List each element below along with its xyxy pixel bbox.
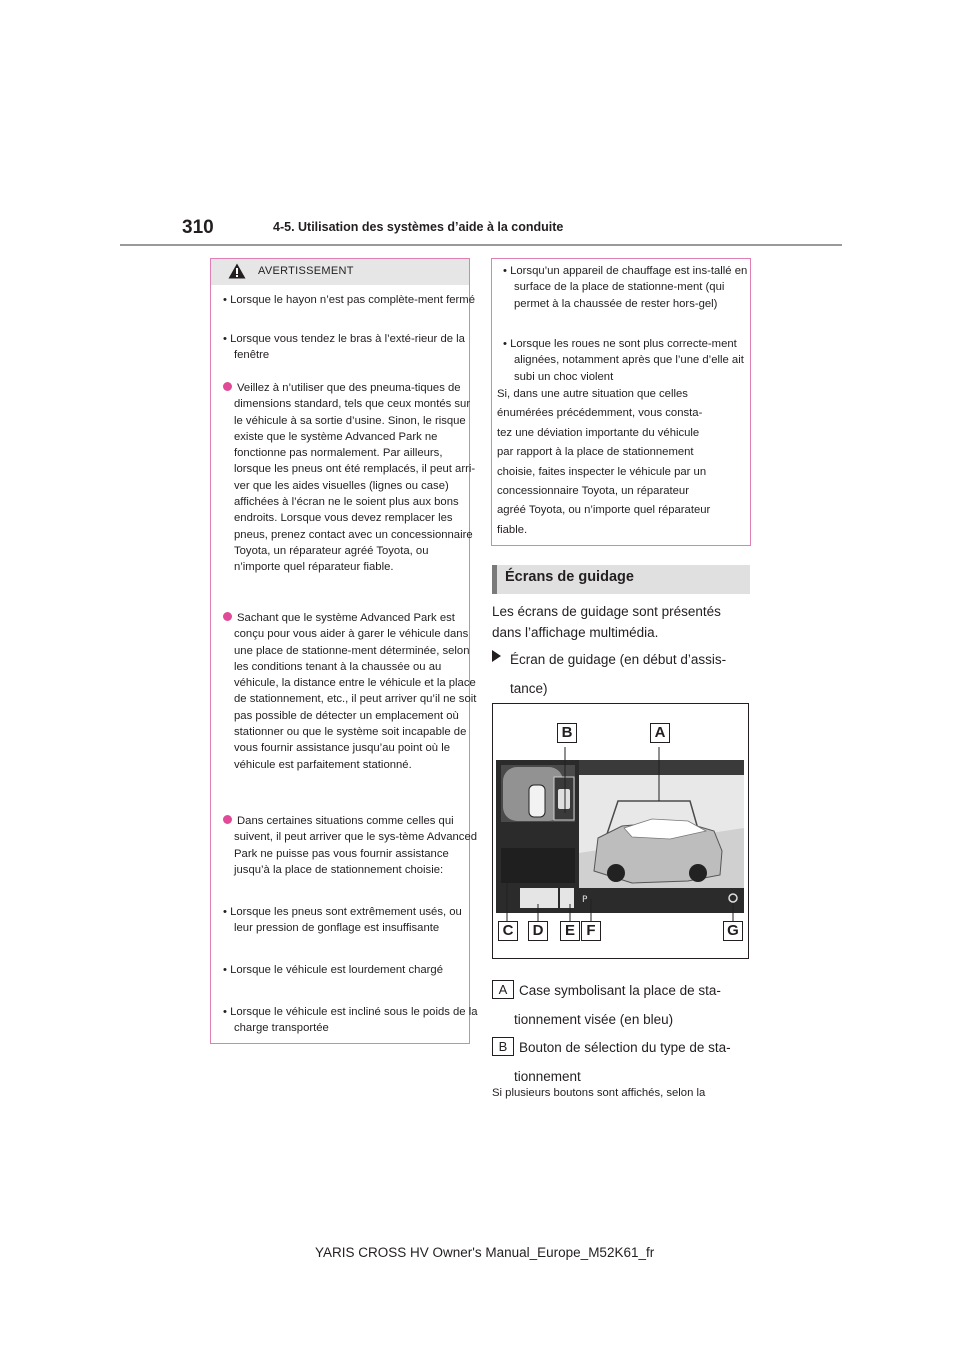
warning-triangle-icon (228, 263, 246, 279)
footer-text: YARIS CROSS HV Owner's Manual_Europe_M52K61_fr (315, 1245, 655, 1260)
warning-circle-item-2 (218, 610, 478, 773)
pink-circle-icon (223, 612, 232, 621)
continuation-paragraph (497, 385, 747, 540)
vehicle-wheel (607, 864, 625, 882)
legend-a-line: tionnement visée (en bleu) (514, 1012, 674, 1027)
bottom-bar (579, 888, 744, 908)
warning-bullet-5: • Lorsque le véhicule est incliné sous le poids de la charge transportée (223, 1006, 478, 1035)
warning-bullet-4: • Lorsque le véhicule est lourdement chargé (223, 964, 443, 976)
callout-label-f: F (581, 921, 601, 941)
legend-item-a (492, 976, 754, 1034)
legend-b-line: tionnement (514, 1069, 581, 1084)
subheading (510, 645, 755, 703)
legend-a-line: Case symbolisant la place de sta- (519, 983, 721, 998)
chapter-title: 4-5. Utilisation des systèmes d’aide à la conduite (273, 220, 564, 234)
continuation-line: agréé Toyota, ou n’importe quel réparateur (497, 504, 711, 517)
top-bar (579, 760, 744, 775)
continuation-bullet-2-text: Lorsque les roues ne sont plus correcte-ment alignées, notamment après que l’une d’elle ait subi un choc violent (510, 338, 744, 383)
message-panel (501, 848, 575, 883)
triangle-bullet-icon (492, 650, 502, 662)
callout-label-c: C (498, 921, 518, 941)
section-intro (492, 601, 752, 643)
warning-title: AVERTISSEMENT (258, 265, 354, 277)
button-e (560, 888, 574, 908)
warning-bullet-5-text: Lorsque le véhicule est incliné sous le poids de la charge transportée (230, 1006, 478, 1035)
header-rule (120, 244, 842, 246)
continuation-line: par rapport à la place de stationnement (497, 446, 694, 459)
section-intro-line: dans l’affichage multimédia. (492, 625, 659, 640)
callout-label-g: G (723, 921, 743, 941)
top-view-car-icon (529, 785, 545, 817)
warning-circle-item-3 (218, 813, 478, 878)
continuation-line: énumérées précédemment, vous consta- (497, 407, 703, 420)
section-intro-line: Les écrans de guidage sont présentés (492, 604, 721, 619)
continuation-line: choisie, faites inspecter le véhicule par un (497, 465, 707, 478)
legend-item-b (492, 1033, 754, 1091)
continuation-bullet-1-text: Lorsqu’un appareil de chauffage est ins-tallé en surface de la place de stationne-ment (qui permet à la chaussée de rester hors-gel) (510, 265, 748, 310)
callout-label-e: E (560, 921, 580, 941)
button-d (520, 888, 558, 908)
warning-bullet-2-text: Lorsque vous tendez le bras à l’exté-rieur de la fenêtre (230, 333, 465, 362)
continuation-line: Si, dans une autre situation que celles (497, 388, 688, 400)
vehicle-wheel (689, 864, 707, 882)
warning-bullet-4-text: Lorsque le véhicule est lourdement chargé (230, 964, 443, 976)
warning-bullet-3-text: Lorsque les pneus sont extrêmement usés, ou leur pression de gonflage est insuffisante (230, 906, 462, 935)
legend-note: Si plusieurs boutons sont affichés, selon la (492, 1087, 706, 1099)
continuation-bullet-1: • Lorsqu’un appareil de chauffage est ins-tallé en surface de la place de stationne-ment (qui permet à la chaussée de rester hors-gel) (503, 265, 748, 310)
subheading-line: tance) (510, 681, 548, 696)
callout-label-a: A (650, 723, 670, 743)
callout-label-d: D (528, 921, 548, 941)
continuation-line: concessionnaire Toyota, un réparateur (497, 485, 689, 498)
legend-label-b: B (492, 1037, 514, 1056)
legend-label-a: A (492, 980, 514, 999)
subheading-line: Écran de guidage (en début d’assis- (510, 652, 727, 667)
warning-circle-item-2-text: Sachant que le système Advanced Park est conçu pour vous aider à garer le véhicule dans une place de stationne-ment déterminée, selon les conditions tenant à la chaussée ou au véhicule, la distance entre le véhicule et la place de stationnement, etc., il peut arriver qu’il ne soit pas possible de détecter un emplacement où stationner ou que le système soit incapable de vous fournir assistance jusqu’au point où le véhicule est parfaitement stationné. (234, 612, 477, 771)
warning-bullet-3: • Lorsque les pneus sont extrêmement usés, ou leur pression de gonflage est insuffisante (223, 906, 462, 935)
section-title: Écrans de guidage (505, 569, 634, 585)
parking-type-button (558, 789, 570, 809)
legend-b-line: Bouton de sélection du type de sta- (519, 1040, 731, 1055)
park-assist-icon: P (582, 895, 588, 905)
warning-bullet-2: • Lorsque vous tendez le bras à l’exté-rieur de la fenêtre (223, 333, 465, 362)
warning-circle-item-1-text: Veillez à n’utiliser que des pneuma-tiques de dimensions standard, tels que ceux montés sur le véhicule à sa sortie d’usine. Sinon, le risque existe que le système Advanced Park ne fonctionne pas normalement. Par ailleurs, lorsque les pneus ont été remplacés, il peut arri-ver que les aides visuelles (lignes ou case) affichées à l’écran ne le soient plus aux bons endroits. Lorsque vous devez remplacer les pneus, prenez contact avec un concessionnaire Toyota, un réparateur agréé Toyota, ou n’importe quel réparateur fiable. (234, 382, 476, 574)
page-number: 310 (182, 217, 214, 238)
warning-bullet-1-text: Lorsque le hayon n’est pas complète-ment fermé (230, 294, 475, 306)
warning-circle-item-3-text: Dans certaines situations comme celles qui suivent, il peut arriver que le sys-tème Advanced Park ne puisse pas vous fournir assistance jusqu’à la place de stationnement choisie: (234, 815, 478, 876)
pink-circle-icon (223, 815, 232, 824)
continuation-line: fiable. (497, 523, 528, 536)
warning-bullet-1: • Lorsque le hayon n’est pas complète-ment fermé (223, 294, 475, 306)
continuation-line: tez une déviation importante du véhicule (497, 426, 700, 439)
warning-circle-item-1 (218, 380, 478, 576)
callout-label-b: B (557, 723, 577, 743)
section-heading-bar (492, 565, 497, 594)
pink-circle-icon (223, 382, 232, 391)
continuation-bullet-2: • Lorsque les roues ne sont plus correcte-ment alignées, notamment après que l’une d’elle ait subi un choc violent (503, 338, 744, 383)
